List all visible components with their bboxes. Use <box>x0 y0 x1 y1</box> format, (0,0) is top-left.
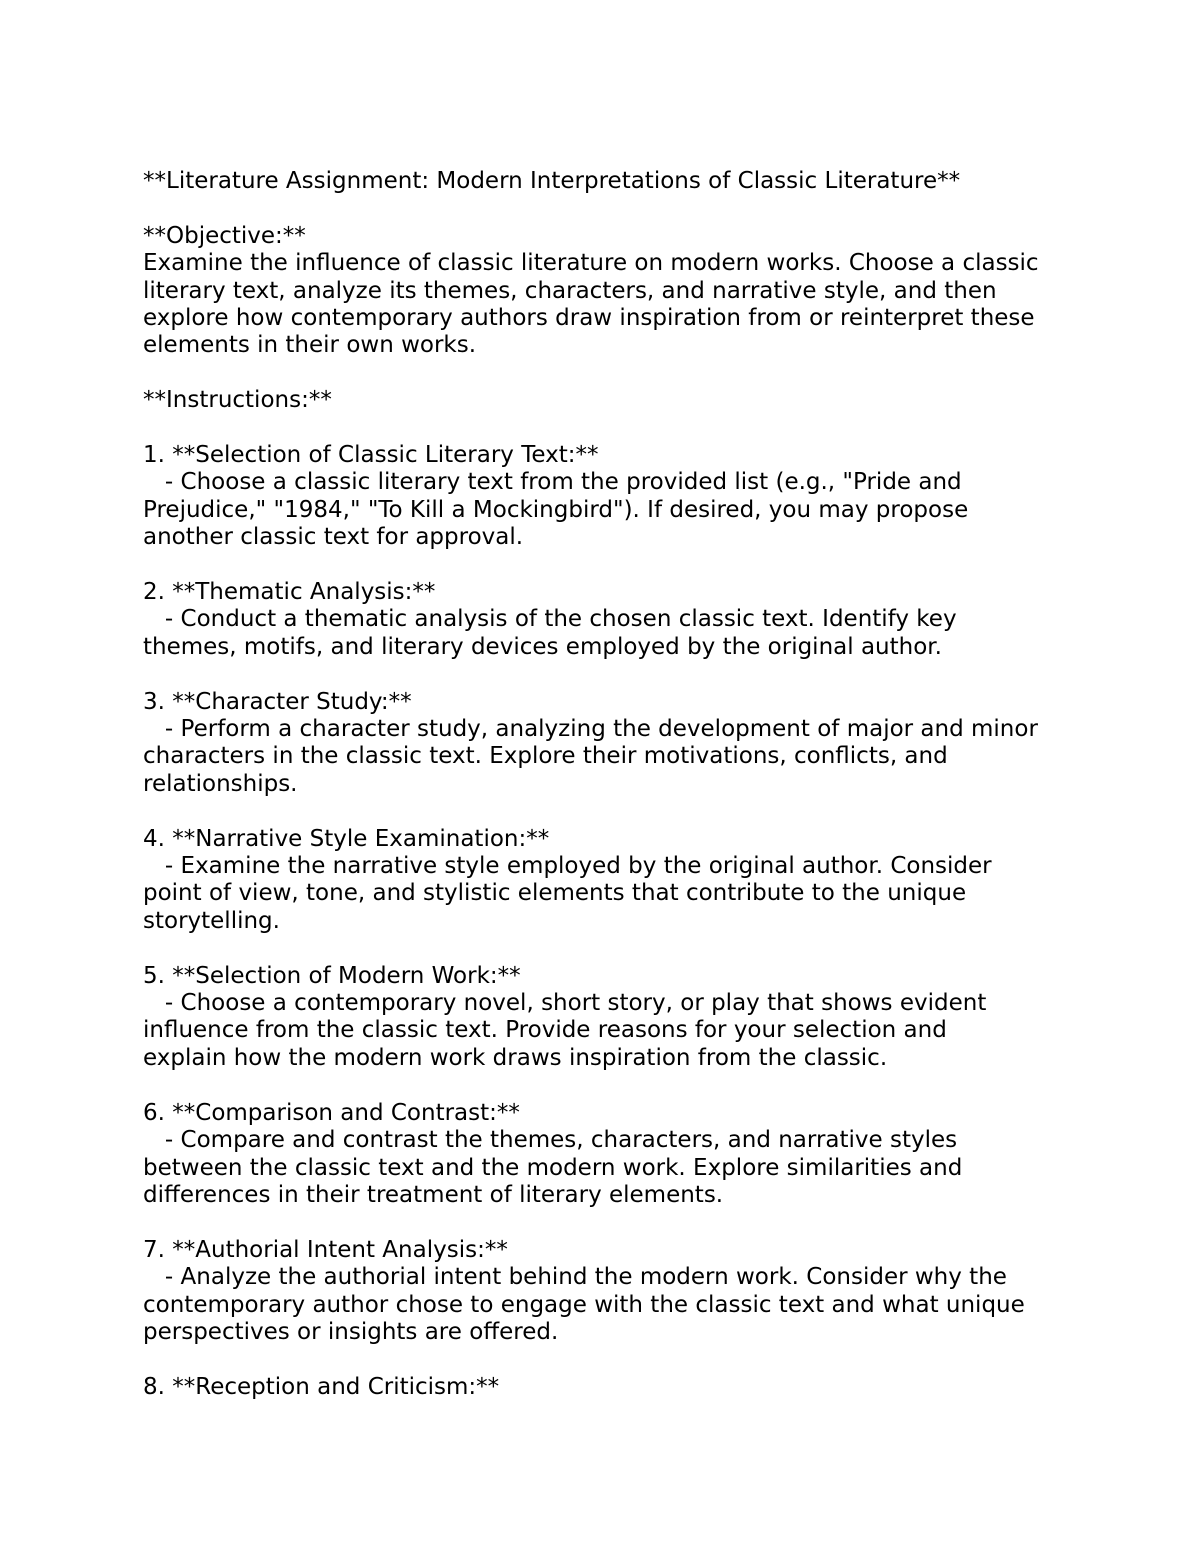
instruction-line: influence from the classic text. Provide reasons for your selection and <box>143 1017 947 1044</box>
spacer <box>143 1346 1103 1373</box>
spacer <box>143 661 1103 688</box>
instruction-line: contemporary author chose to engage with the classic text and what unique <box>143 1291 1025 1318</box>
instruction-line: - Analyze the authorial intent behind the modern work. Consider why the <box>143 1264 1007 1291</box>
spacer <box>143 798 1103 825</box>
objective-heading: **Objective:** <box>143 222 306 249</box>
instruction-item-6 <box>143 1100 1103 1210</box>
instruction-item-4 <box>143 826 1103 936</box>
instruction-item-8 <box>143 1374 1103 1401</box>
spacer <box>143 1209 1103 1236</box>
instruction-line: between the classic text and the modern work. Explore similarities and <box>143 1154 963 1181</box>
instruction-heading: 8. **Reception and Criticism:** <box>143 1373 500 1400</box>
document-page <box>143 168 1103 1401</box>
instruction-line: storytelling. <box>143 907 280 934</box>
instruction-line: perspectives or insights are offered. <box>143 1318 559 1345</box>
instruction-item-1 <box>143 442 1103 552</box>
spacer <box>143 935 1103 962</box>
instructions-section <box>143 387 1103 1401</box>
instruction-line: - Compare and contrast the themes, characters, and narrative styles <box>143 1127 958 1154</box>
instruction-line: themes, motifs, and literary devices employed by the original author. <box>143 633 942 660</box>
instruction-item-7 <box>143 1237 1103 1347</box>
spacer <box>143 360 1103 387</box>
instruction-line: explain how the modern work draws inspiration from the classic. <box>143 1044 888 1071</box>
instruction-line: - Choose a contemporary novel, short story, or play that shows evident <box>143 990 987 1017</box>
instruction-heading: 1. **Selection of Classic Literary Text:** <box>143 442 599 469</box>
instruction-line: characters in the classic text. Explore their motivations, conflicts, and <box>143 743 948 770</box>
objective-line: literary text, analyze its themes, characters, and narrative style, and then <box>143 277 997 304</box>
spacer <box>143 1072 1103 1099</box>
instruction-heading: 3. **Character Study:** <box>143 688 412 715</box>
instruction-heading: 6. **Comparison and Contrast:** <box>143 1099 520 1126</box>
instruction-heading: 2. **Thematic Analysis:** <box>143 579 436 606</box>
objective-line: Examine the influence of classic literature on modern works. Choose a classic <box>143 250 1039 277</box>
instruction-line: another classic text for approval. <box>143 524 524 551</box>
instruction-line: - Examine the narrative style employed by the original author. Consider <box>143 853 992 880</box>
instruction-heading: 5. **Selection of Modern Work:** <box>143 962 521 989</box>
spacer <box>143 552 1103 579</box>
instructions-heading: **Instructions:** <box>143 387 332 414</box>
instruction-line: point of view, tone, and stylistic elements that contribute to the unique <box>143 880 967 907</box>
spacer <box>143 415 1103 442</box>
document-title: **Literature Assignment: Modern Interpretations of Classic Literature** <box>143 168 961 194</box>
instruction-line: Prejudice," "1984," "To Kill a Mockingbird"). If desired, you may propose <box>143 496 969 523</box>
instruction-heading: 7. **Authorial Intent Analysis:** <box>143 1236 508 1263</box>
instruction-line: - Choose a classic literary text from the provided list (e.g., "Pride and <box>143 469 962 496</box>
spacer <box>143 195 1103 222</box>
instruction-line: differences in their treatment of literary elements. <box>143 1181 724 1208</box>
instruction-heading: 4. **Narrative Style Examination:** <box>143 825 550 852</box>
instruction-line: - Perform a character study, analyzing the development of major and minor <box>143 716 1038 743</box>
instruction-item-3 <box>143 689 1103 799</box>
objective-line: explore how contemporary authors draw inspiration from or reinterpret these <box>143 305 1035 332</box>
objective-section <box>143 223 1103 360</box>
instruction-item-2 <box>143 579 1103 661</box>
instruction-line: relationships. <box>143 770 298 797</box>
instruction-line: - Conduct a thematic analysis of the chosen classic text. Identify key <box>143 606 957 633</box>
objective-line: elements in their own works. <box>143 332 477 359</box>
instruction-item-5 <box>143 963 1103 1073</box>
